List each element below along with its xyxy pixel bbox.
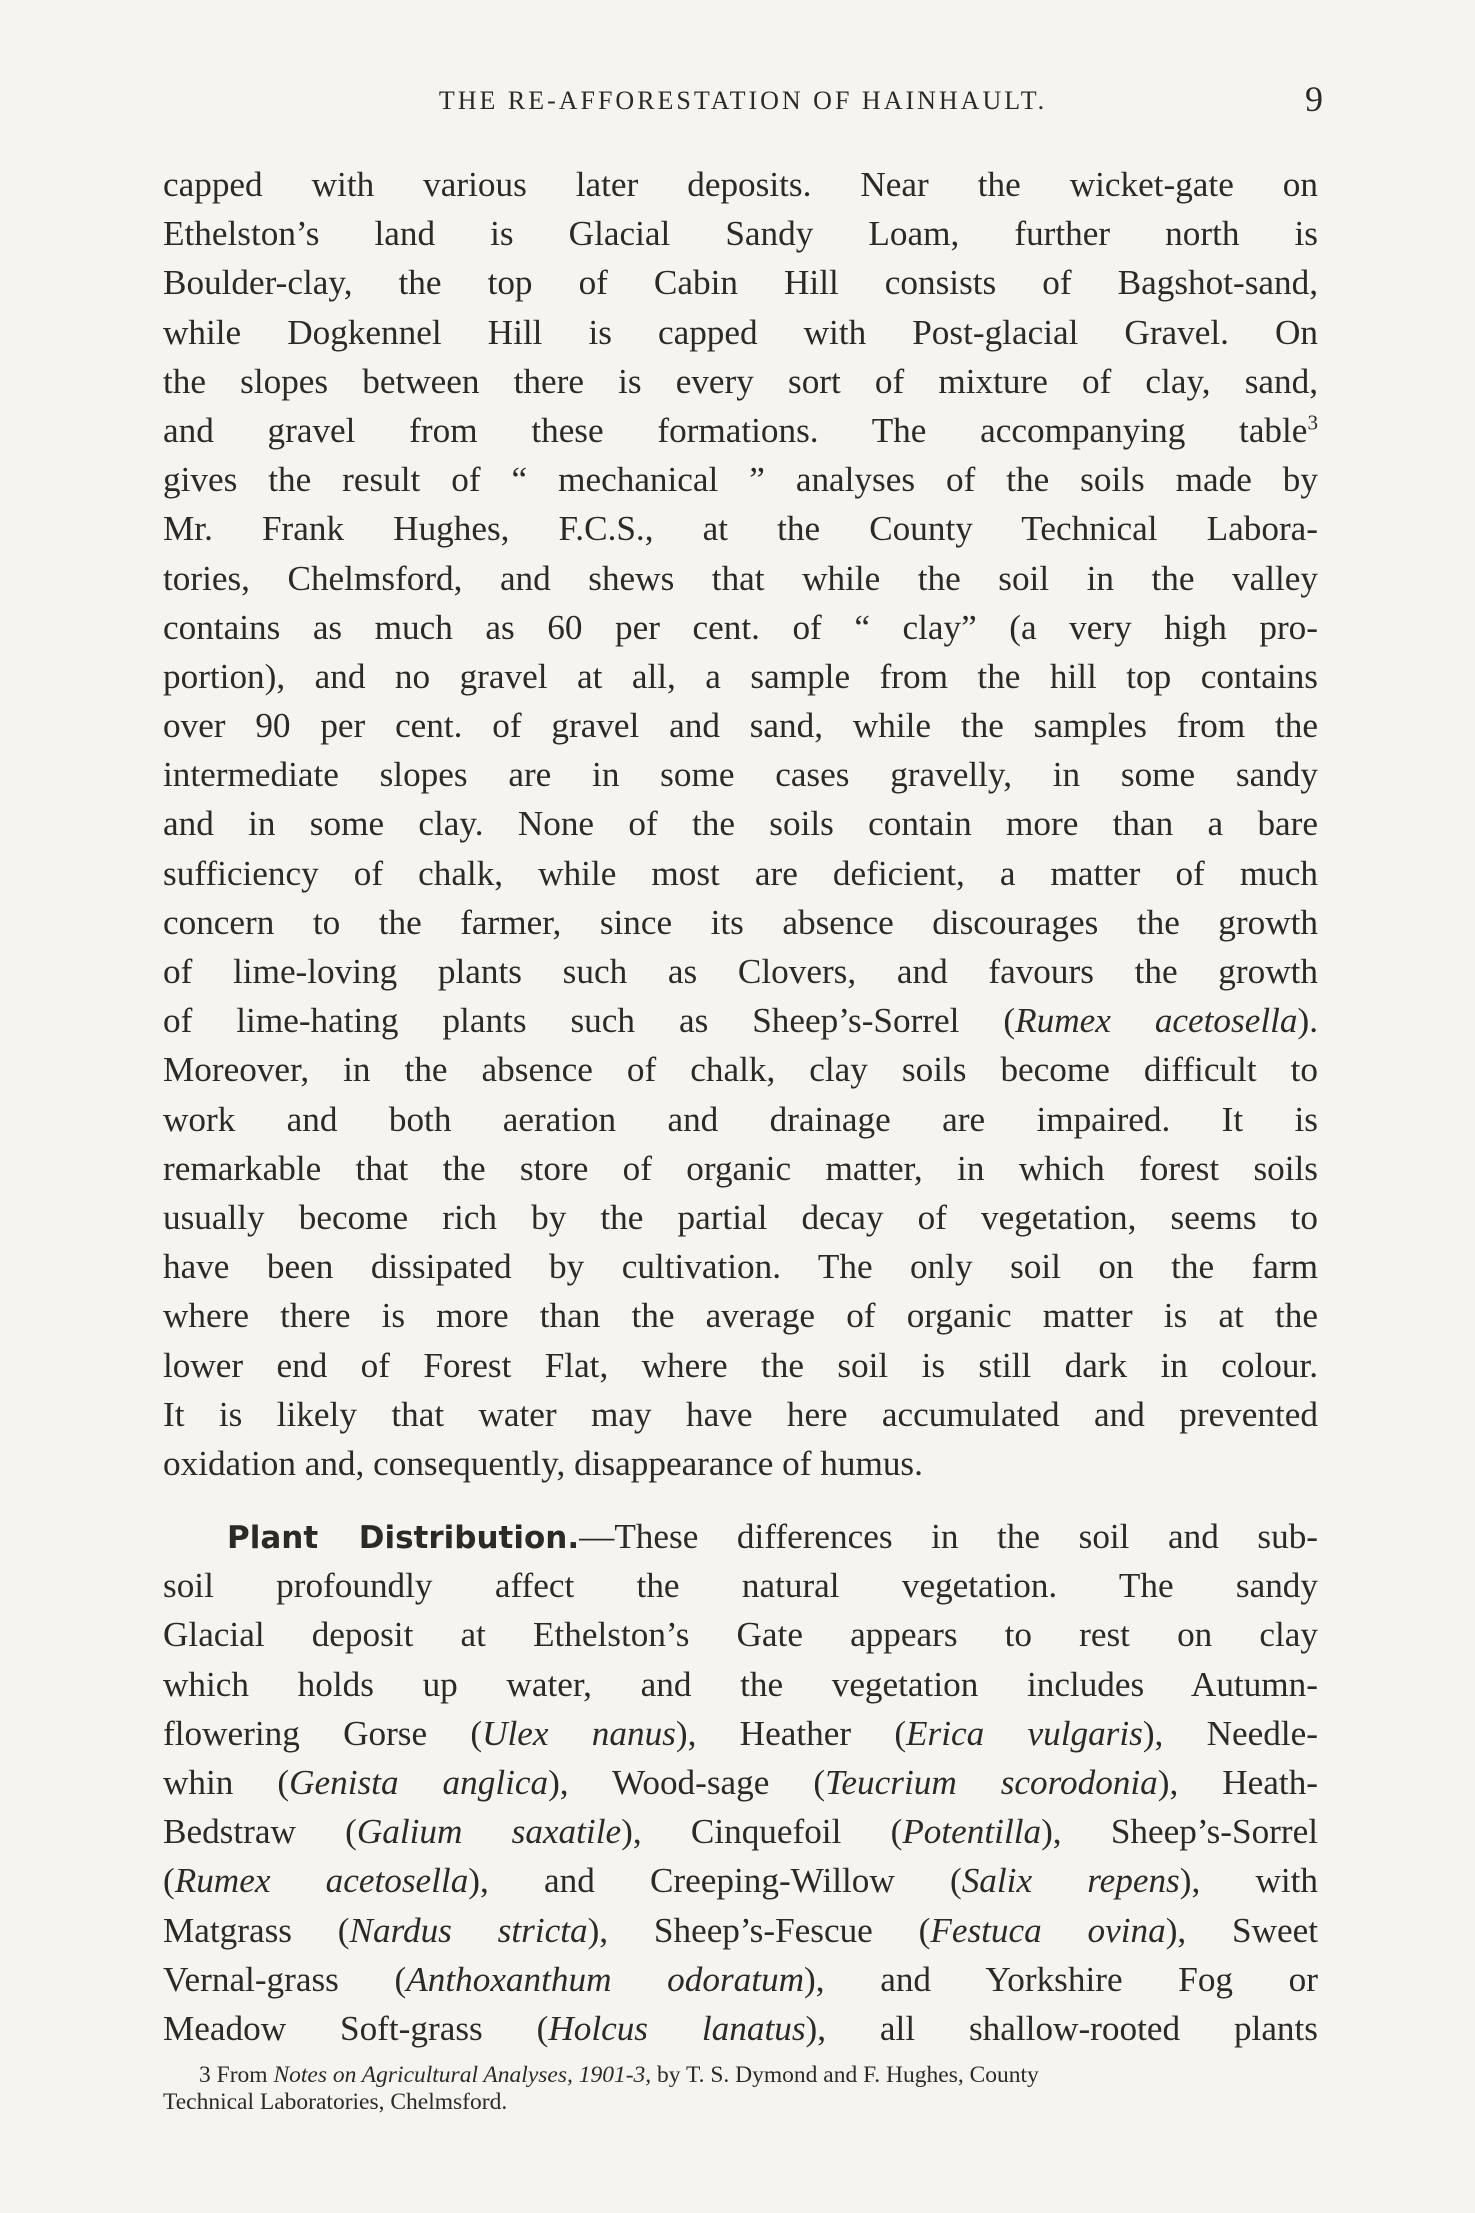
species-name: Nardus stricta [349,1910,588,1950]
text-line: Ethelston’s land is Glacial Sandy Loam, further north is [163,214,1318,254]
text-segment: ), and Yorkshire Fog or [804,1959,1318,1999]
text-line: of lime-loving plants such as Clovers, and favours the growth [163,952,1318,991]
text-line [163,1906,1318,1955]
text-line: oxidation and, consequently, disappearance of humus. [163,1443,923,1483]
text-line: where there is more than the average of organic matter is at the [163,1296,1318,1336]
text-segment: ), Cinquefoil ( [621,1812,903,1852]
text-line: Boulder-clay, the top of Cabin Hill consists of Bagshot-sand, [163,263,1318,303]
text-segment: ), Wood-sage ( [548,1763,826,1802]
text-segment: and gravel from these formations. The accompanying table [163,410,1308,450]
page-header [163,78,1323,128]
text-segment: From [216,2062,274,2088]
body-text [163,160,1318,2053]
species-name: Ulex nanus [482,1713,676,1753]
text-segment: ), Sheep’s-Fescue ( [587,1910,931,1950]
text-line: which holds up water, and the vegetation includes Autumn- [163,1664,1318,1704]
text-segment: of lime-hating plants such as Sheep’s-Sorrel ( [163,1001,1016,1041]
text-line: intermediate slopes are in some cases gravelly, in some sandy [163,755,1318,795]
running-title: THE RE-AFFORESTATION OF HAINHAULT. [438,86,1048,115]
text-line: remarkable that the store of organic matter, in which forest soils [163,1148,1318,1188]
publication-title: Notes on Agricultural Analyses, 1901-3, [273,2062,652,2088]
text-line: usually become rich by the partial decay of vegetation, seems to [163,1197,1318,1237]
text-segment: ). [1297,1001,1318,1041]
species-name: Genista anglica [289,1763,549,1802]
text-line: tories, Chelmsford, and shews that while the soil in the valley [163,558,1318,598]
text-line [163,1807,1318,1856]
text-line: have been dissipated by cultivation. The only soil on the farm [163,1247,1318,1287]
text-line: over 90 per cent. of gravel and sand, while the samples from the [163,706,1318,746]
species-name: Anthoxanthum odoratum [406,1959,805,1999]
text-line: sufficiency of chalk, while most are deficient, a matter of much [163,853,1318,893]
species-name: Potentilla [902,1812,1042,1852]
text-line: and in some clay. None of the soils contain more than a bare [163,804,1318,844]
text-segment: flowering Gorse ( [163,1713,483,1753]
text-line: portion), and no gravel at all, a sample from the hill top contains [163,656,1318,696]
text-line [163,1955,1318,2004]
text-line: concern to the farmer, since its absence discourages the growth [163,902,1318,942]
text-segment: Meadow Soft-grass ( [163,2008,549,2048]
species-name: Holcus lanatus [548,2008,806,2048]
text-segment: ), with [1179,1861,1318,1901]
footnote-marker: 3 [199,2062,211,2088]
species-name: Teucrium scorodonia [825,1763,1158,1802]
text-line: It is likely that water may have here accumulated and prevented [163,1394,1318,1434]
text-line: soil profoundly affect the natural vegetation. The sandy [163,1566,1318,1606]
text-line [163,1758,1318,1807]
text-line [163,1512,1318,1561]
text-line: Glacial deposit at Ethelston’s Gate appears to rest on clay [163,1615,1318,1655]
footnote [163,2062,1318,2116]
species-name: Rumex acetosella [1015,1001,1298,1041]
text-line [163,406,1318,455]
text-segment: ), Needle- [1142,1713,1318,1753]
text-segment: ), Heath- [1157,1763,1319,1802]
paragraph-plant-distribution [163,1512,1318,2053]
footnote-line [163,2062,1318,2089]
section-heading: Plant Distribution. [227,1520,580,1557]
text-line: contains as much as 60 per cent. of “ clay” (a very high pro- [163,607,1318,647]
footnote-line: Technical Laboratories, Chelmsford. [163,2089,508,2115]
footnote-reference: 3 [1307,410,1318,435]
text-line: gives the result of “ mechanical ” analyses of the soils made by [163,460,1318,500]
text-segment: Bedstraw ( [163,1812,357,1852]
species-name: Rumex acetosella [174,1861,469,1901]
text-segment: Vernal-grass ( [163,1959,407,1999]
text-line: Mr. Frank Hughes, F.C.S., at the County Technical Labora- [163,509,1318,549]
text-line: Moreover, in the absence of chalk, clay soils become difficult to [163,1050,1318,1090]
text-line: the slopes between there is every sort of mixture of clay, sand, [163,361,1318,401]
text-line [163,1709,1318,1758]
paragraph-gap [163,1488,1318,1512]
text-segment: ), Sweet [1165,1910,1319,1950]
text-line: while Dogkennel Hill is capped with Post-glacial Gravel. On [163,312,1318,352]
text-segment: by T. S. Dymond and F. Hughes, County [651,2062,1039,2088]
text-segment: ), Sheep’s-Sorrel [1041,1812,1319,1852]
text-line: lower end of Forest Flat, where the soil is still dark in colour. [163,1345,1318,1385]
text-segment: whin ( [163,1763,290,1802]
species-name: Erica vulgaris [906,1713,1143,1753]
text-line: capped with various later deposits. Near the wicket-gate on [163,165,1318,204]
text-line [163,996,1318,1045]
text-segment: ), and Creeping-Willow ( [468,1861,962,1901]
species-name: Salix repens [961,1861,1180,1901]
species-name: Galium saxatile [356,1812,622,1852]
text-line [163,1856,1318,1905]
text-segment: ), Heather ( [675,1713,907,1753]
text-segment: Matgrass ( [163,1910,350,1950]
text-segment: —These differences in the soil and sub- [579,1517,1319,1557]
text-line [163,2004,1318,2053]
text-segment: ), all shallow-rooted plants [805,2008,1318,2048]
text-line: work and both aeration and drainage are impaired. It is [163,1099,1318,1139]
page-number: 9 [1305,79,1323,119]
text-segment: ( [163,1861,175,1901]
species-name: Festuca ovina [930,1910,1166,1950]
paragraph-soils [163,160,1318,1488]
